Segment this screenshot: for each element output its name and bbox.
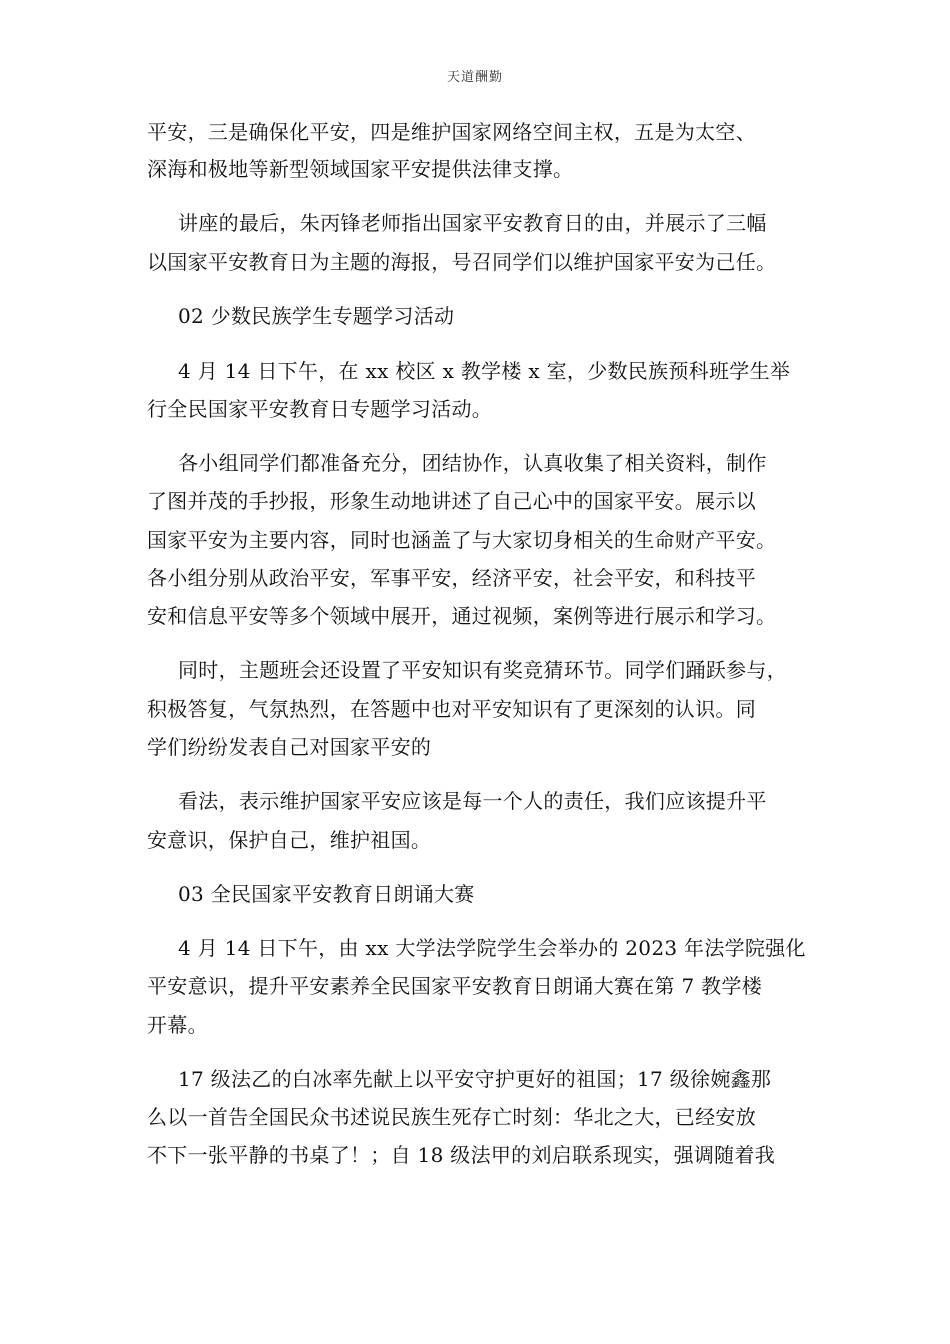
paragraph-line: 积极答复，气氛热烈，在答题中也对平安知识有了更深刻的认识。同 [147, 697, 756, 721]
paragraph-line: 各小组同学们都准备充分，团结协作，认真收集了相关资料，制作 [178, 451, 767, 475]
paragraph-line: 以国家平安教育日为主题的海报，号召同学们以维护国家平安为己任。 [147, 250, 777, 274]
paragraph-line: 么以一首告全国民众书述说民族生死存亡时刻：华北之大，已经安放 [147, 1105, 756, 1129]
paragraph-line: 平安意识，提升平安素养全民国家平安教育日朗诵大赛在第 7 教学楼 [147, 974, 763, 998]
paragraph-line: 学们纷纷发表自己对国家平安的 [147, 735, 432, 759]
page-header: 天道酬勤 [446, 70, 503, 85]
paragraph-line: 安和信息平安等多个领域中展开，通过视频，案例等进行展示和学习。 [147, 604, 777, 628]
paragraph-line: 了图并茂的手抄报，形象生动地讲述了自己心中的国家平安。展示以 [147, 489, 756, 513]
paragraph-line: 讲座的最后，朱丙锋老师指出国家平安教育日的由，并展示了三幅 [178, 211, 767, 235]
paragraph-line: 17 级法乙的白冰率先献上以平安守护更好的祖国；17 级徐婉鑫那 [178, 1067, 772, 1091]
paragraph-line: 开幕。 [147, 1013, 208, 1037]
paragraph-line: 看法，表示维护国家平安应该是每一个人的责任，我们应该提升平 [178, 789, 767, 813]
paragraph-line: 同时，主题班会还设置了平安知识有奖竞猜环节。同学们踊跃参与， [178, 658, 787, 682]
paragraph-line: 国家平安为主要内容，同时也涵盖了与大家切身相关的生命财产平安。 [147, 528, 777, 552]
section-heading: 02 少数民族学生专题学习活动 [178, 304, 455, 328]
paragraph-line: 各小组分别从政治平安，军事平安，经济平安，社会平安，和科技平 [147, 566, 756, 590]
paragraph-line: 4 月 14 日下午，由 xx 大学法学院学生会举办的 2023 年法学院强化 [178, 936, 806, 960]
paragraph-line: 不下一张平静的书桌了！；自 18 级法甲的刘启联系现实，强调随着我 [147, 1143, 776, 1167]
paragraph-line: 安意识，保护自己，维护祖国。 [147, 828, 432, 852]
paragraph-line: 行全民国家平安教育日专题学习活动。 [147, 397, 493, 421]
paragraph-line: 深海和极地等新型领域国家平安提供法律支撑。 [147, 157, 574, 181]
paragraph-line: 4 月 14 日下午，在 xx 校区 x 教学楼 x 室，少数民族预科班学生举 [178, 359, 791, 383]
section-heading: 03 全民国家平安教育日朗诵大赛 [178, 882, 475, 906]
paragraph-line: 平安，三是确保化平安，四是维护国家网络空间主权，五是为太空、 [147, 120, 756, 144]
